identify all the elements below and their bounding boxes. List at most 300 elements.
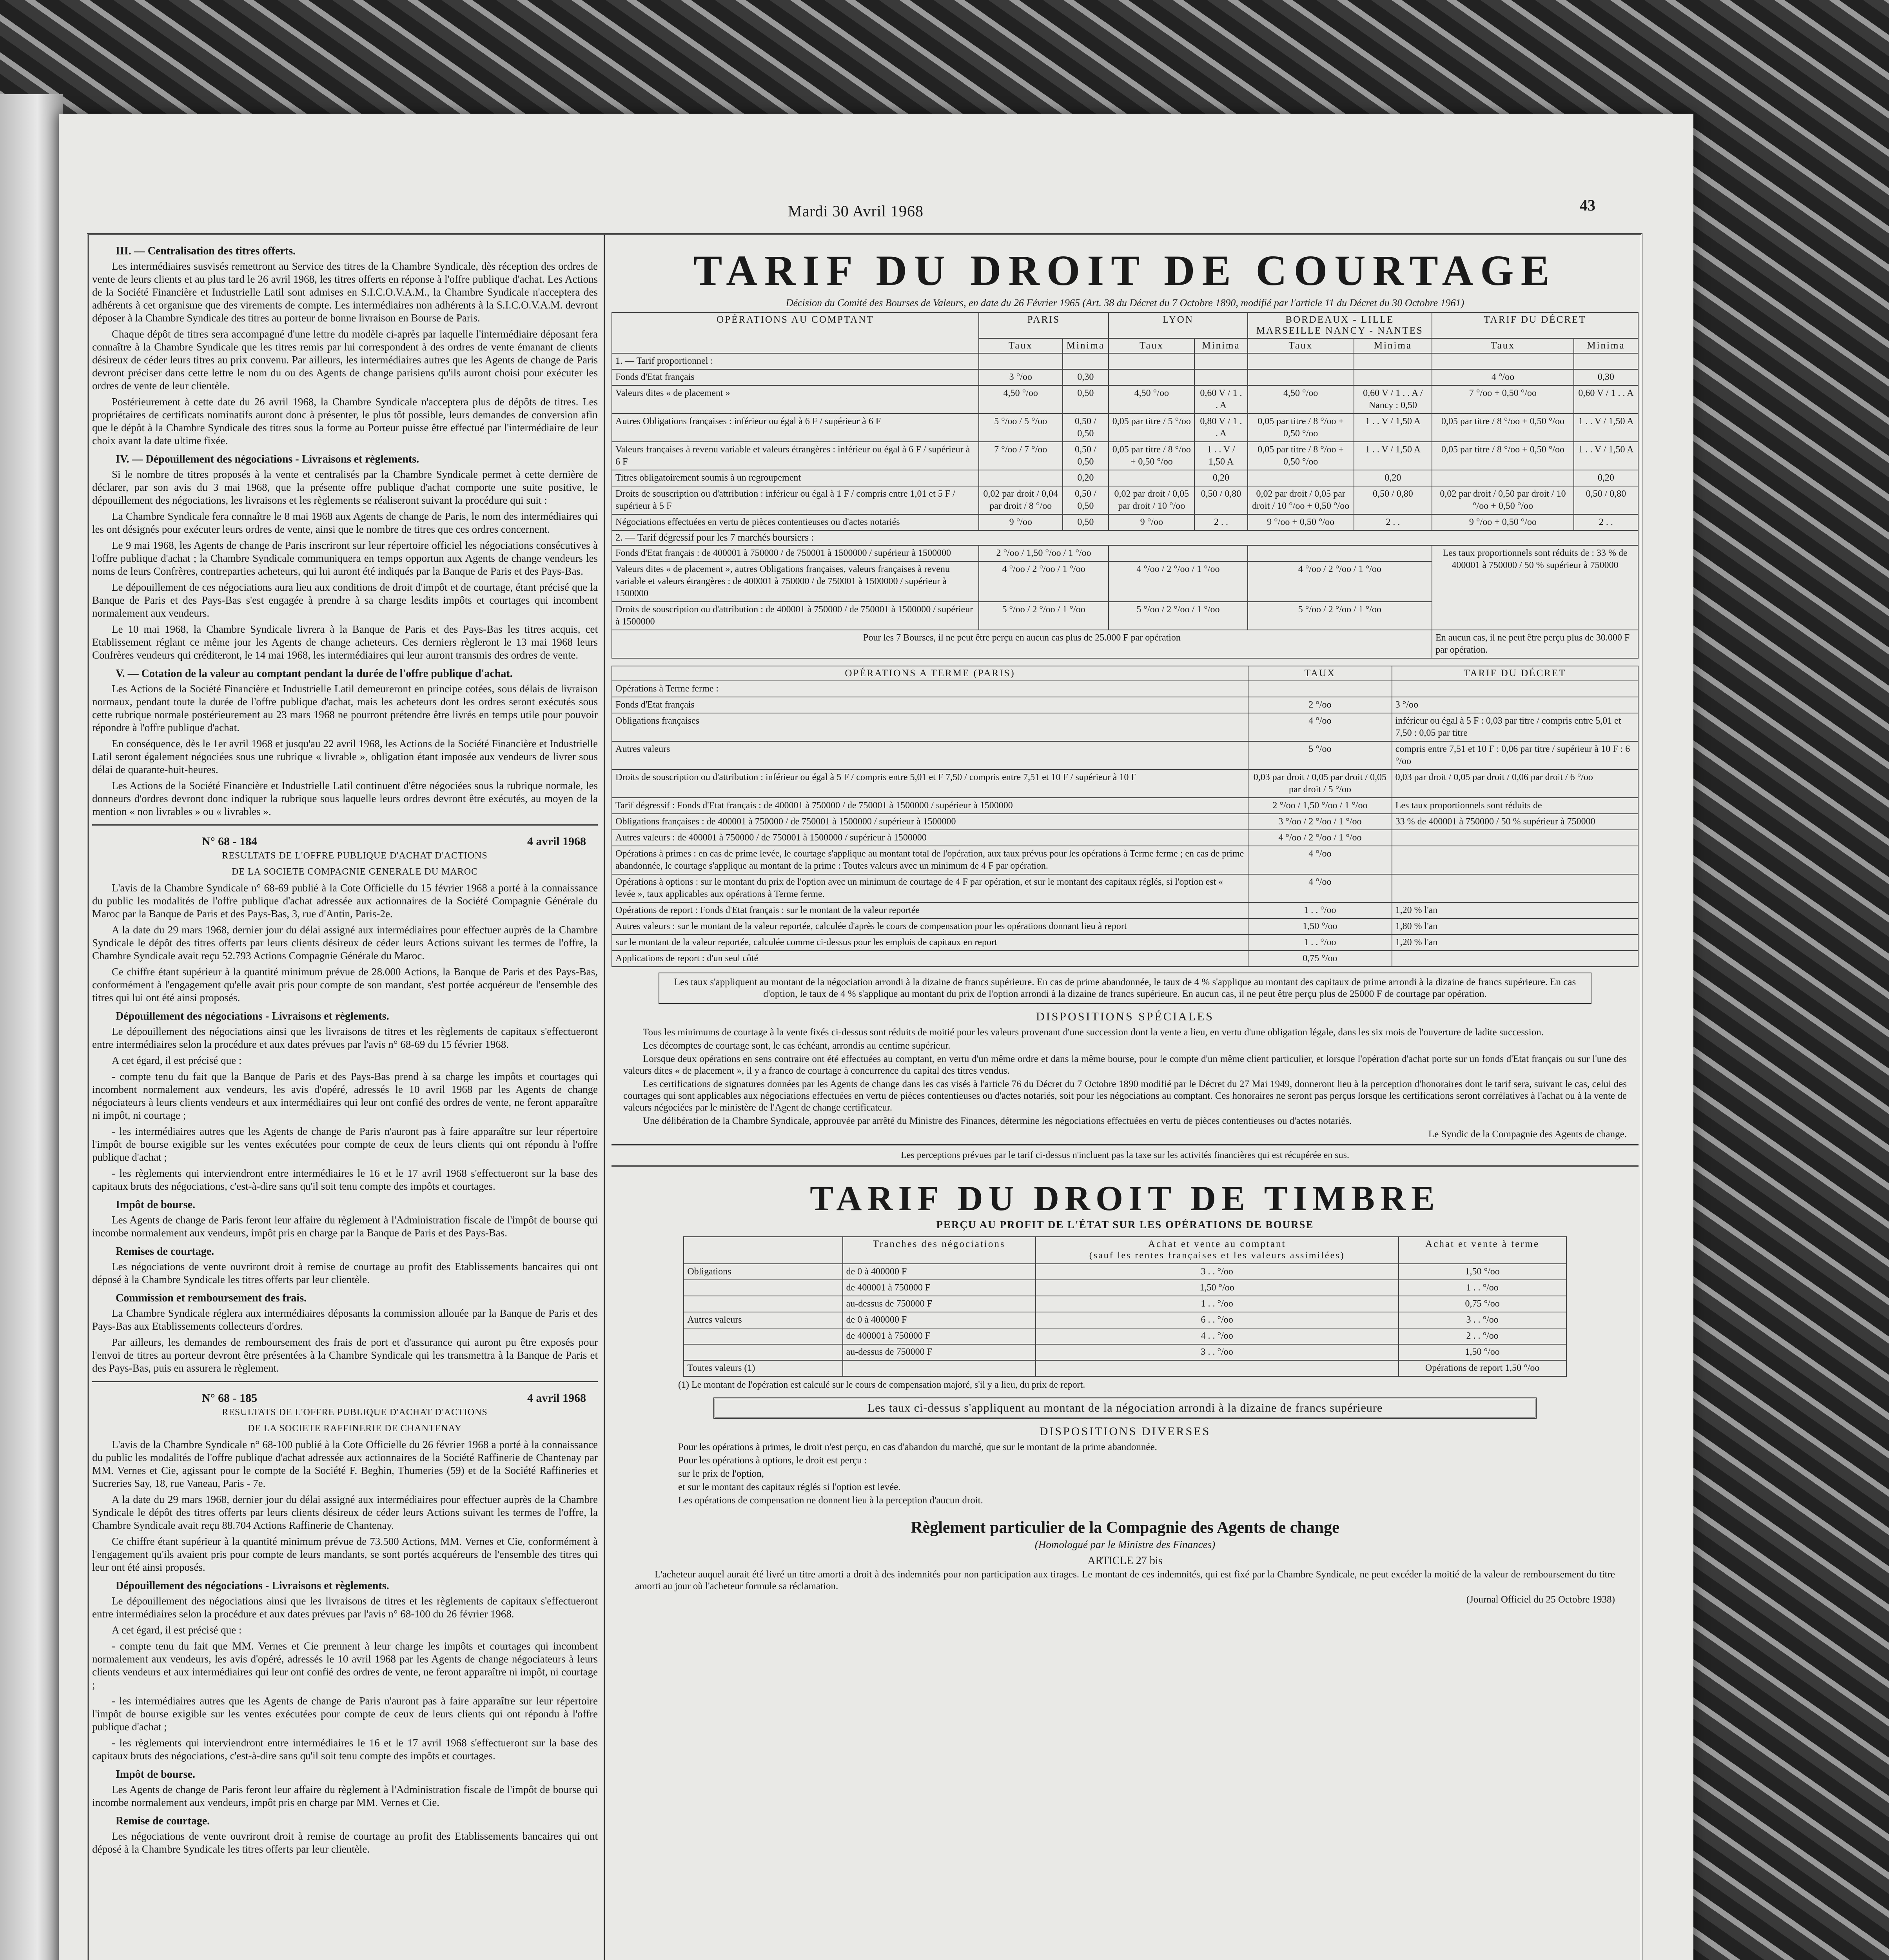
col-bordeaux: BORDEAUX - LILLE MARSEILLE NANCY - NANTES	[1248, 312, 1432, 338]
table-cell: 3 °/oo / 2 °/oo / 1 °/oo	[1248, 814, 1392, 830]
paragraph: En conséquence, dès le 1er avril 1968 et jusqu'au 22 avril 1968, les Actions de la Société Financière et Industrielle Latil seront également négociées sous une rubrique « livrable », obligation étant imposée aux vendeurs de livrer sous délai de quarante-huit-heures.	[92, 738, 598, 775]
subheading: Dépouillement des négociations - Livraisons et règlements.	[116, 1580, 389, 1592]
table-cell: compris entre 7,51 et 10 F : 0,06 par titre / supérieur à 10 F : 6 °/oo	[1392, 741, 1638, 769]
table-cell: Opérations à options : sur le montant du prix de l'option avec un minimum de courtage de 4 F par opération, et sur le montant des capitaux réglés, si l'option est « levée », taux applicables aux opérations à Terme ferme.	[612, 874, 1248, 902]
notice-header	[92, 835, 598, 848]
table-cell: Valeurs dites « de placement », autres Obligations françaises, valeurs françaises à revenu variable et valeurs étrangères : de 400001 à 750000 / de 750001 à 1500000 / supérieur à 1500000	[612, 561, 979, 602]
timbre-boxed-note: Les taux ci-dessus s'appliquent au montant de la négociation arrondi à la dizaine de francs supérieure	[713, 1397, 1537, 1419]
paragraph: - les intermédiaires autres que les Agents de change de Paris n'auront pas à faire apparaître sur leur répertoire l'impôt de bourse exigible sur les ventes exécutées pour compte de ceux de leurs clients qui ont répondu à l'offre publique d'achat ;	[92, 1695, 598, 1733]
table-cell: Opérations de report 1,50 °/oo	[1399, 1360, 1566, 1376]
table-cell: 4 °/oo	[1248, 713, 1392, 741]
dispositions-text	[623, 1027, 1627, 1140]
table-row	[612, 874, 1638, 902]
table-cell: 4 °/oo / 2 °/oo / 1 °/oo	[1248, 830, 1392, 846]
col-terme-operations: OPÉRATIONS A TERME (PARIS)	[612, 666, 1248, 681]
col-comptant-label: Achat et vente au comptant	[1148, 1239, 1286, 1249]
journal-reference: (Journal Officiel du 25 Octobre 1938)	[1466, 1594, 1615, 1605]
col-terme-taux: TAUX	[1248, 666, 1392, 681]
table-cell: 0,02 par droit / 0,50 par droit / 10 °/oo + 0,50 °/oo	[1432, 486, 1574, 514]
table-cell: Tarif dégressif : Fonds d'Etat français : de 400001 à 750000 / de 750001 à 1500000 / supérieur à 1500000	[612, 798, 1248, 814]
right-column	[612, 239, 1639, 1607]
table-row	[612, 697, 1638, 713]
table-row	[684, 1360, 1566, 1376]
table-cell: 0,30	[1574, 369, 1638, 385]
table-cell	[1392, 846, 1638, 874]
table-cell: 0,50	[1063, 385, 1109, 414]
table-row	[612, 630, 1638, 658]
col-paris: PARIS	[979, 312, 1109, 338]
table-cell	[1248, 470, 1354, 486]
table-cell: 0,50 / 0,50	[1063, 486, 1109, 514]
paragraph: et sur le montant des capitaux réglés si l'option est levée.	[678, 1482, 901, 1492]
table-cell: 3 . . °/oo	[1036, 1264, 1399, 1280]
table-cell: 2 °/oo / 1,50 °/oo / 1 °/oo	[1248, 798, 1392, 814]
table-row	[612, 530, 1638, 545]
table-cell: 1 . . V / 1,50 A	[1194, 442, 1247, 470]
table-cell: 0,05 par titre / 8 °/oo + 0,50 °/oo	[1109, 442, 1194, 470]
col-lyon: LYON	[1109, 312, 1247, 338]
subheading: Impôt de bourse.	[116, 1199, 196, 1211]
col-taux: Taux	[1432, 338, 1574, 353]
table-cell	[1248, 369, 1354, 385]
table-cell: Autres valeurs	[684, 1312, 842, 1328]
table-cell: 4 °/oo / 2 °/oo / 1 °/oo	[1109, 561, 1247, 602]
table-cell: 0,75 °/oo	[1248, 951, 1392, 967]
table-cell: 0,20	[1194, 470, 1247, 486]
table-cell	[684, 1328, 842, 1344]
separator	[612, 1165, 1639, 1167]
table-cell: Obligations françaises : de 400001 à 750000 / de 750001 à 1500000 / supérieur à 1500000	[612, 814, 1248, 830]
col-taux: Taux	[1248, 338, 1354, 353]
table-cell: 5 °/oo / 2 °/oo / 1 °/oo	[1109, 602, 1247, 630]
table-cell: au-dessus de 750000 F	[843, 1296, 1036, 1312]
table-cell: 2 . .	[1194, 514, 1247, 530]
degressif-decret-note: En aucun cas, il ne peut être perçu plus de 30.000 F par opération.	[1432, 630, 1638, 658]
notice-header	[92, 1392, 598, 1405]
table-cell	[1574, 353, 1638, 369]
page-date: Mardi 30 Avril 1968	[788, 202, 924, 220]
table-cell: 0,50 / 0,50	[1063, 414, 1109, 442]
table-cell: Applications de report : d'un seul côté	[612, 951, 1248, 967]
paragraph: - compte tenu du fait que la Banque de Paris et des Pays-Bas prend à sa charge les impôts et courtages qui incombent normalement aux vendeurs, les avis d'opéré, adressés le 10 avril 1968 par les Agents de change négociateurs à leurs clients vendeurs et aux intermédiaires qui leur ont confié des ordres de vente, ne feront apparaître ni impôt, ni courtage ;	[92, 1071, 598, 1121]
table-cell: 5 °/oo / 2 °/oo / 1 °/oo	[1248, 602, 1432, 630]
table-cell: 2 °/oo	[1248, 697, 1392, 713]
table-cell	[1248, 545, 1432, 561]
dispositions-title: DISPOSITIONS SPÉCIALES	[1036, 1010, 1214, 1023]
paragraph: Ce chiffre étant supérieur à la quantité minimum prévue de 73.500 Actions, MM. Vernes et Cie, conformément à l'engagement qu'ils avaient pris pour compte de leurs mandants, se sont portés acquéreurs de l'ensemble des titres qui leur ont été ainsi proposés.	[92, 1535, 598, 1573]
table-cell: 0,50 / 0,80	[1354, 486, 1432, 514]
table-cell: 0,60 V / 1 . . A	[1194, 385, 1247, 414]
paragraph: Les négociations de vente ouvriront droit à remise de courtage au profit des Etablissements bancaires qui ont déposé à la Chambre Syndicale les titres offerts par leur clientèle.	[92, 1830, 598, 1855]
table-cell	[1354, 369, 1432, 385]
left-column	[92, 239, 598, 1960]
section-heading: IV. — Dépouillement des négociations - Livraisons et règlements.	[116, 453, 419, 465]
col-category	[684, 1237, 842, 1264]
paragraph: sur le prix de l'option,	[678, 1468, 764, 1479]
taxe-note: Les perceptions prévues par le tarif ci-dessus n'incluent pas la taxe sur les activités financières qui est récupérée en sus.	[901, 1150, 1349, 1160]
page-number: 43	[1580, 196, 1595, 214]
terme-note: Les taux s'appliquent au montant de la négociation arrondi à la dizaine de francs supérieure. En cas de prime abandonnée, le taux de 4 % s'applique au montant des capitaux de prime arrondi à la dizaine de francs supérieure. En cas d'option, le taux de 4 % s'applique au montant du prix de l'option arrondi à la dizaine de francs supérieure. En aucun cas, il ne peut être perçu plus de 25000 F de courtage par opération.	[659, 973, 1591, 1004]
table-row	[612, 814, 1638, 830]
table-cell: Toutes valeurs (1)	[684, 1360, 842, 1376]
col-terme: Achat et vente à terme	[1399, 1237, 1566, 1264]
table-cell: 1,50 °/oo	[1248, 918, 1392, 935]
table-cell: Négociations effectuées en vertu de pièces contentieuses ou d'actes notariés	[612, 514, 979, 530]
table-cell: Autres Obligations françaises : inférieur ou égal à 6 F / supérieur à 6 F	[612, 414, 979, 442]
table-cell: 0,60 V / 1 . . A	[1574, 385, 1638, 414]
notice-subtitle: DE LA SOCIETE RAFFINERIE DE CHANTENAY	[247, 1423, 462, 1434]
table-cell: 5 °/oo / 5 °/oo	[979, 414, 1063, 442]
table-cell: 0,50 / 0,50	[1063, 442, 1109, 470]
paragraph: Le dépouillement des négociations ainsi que les livraisons de titres et les règlements de capitaux s'effectueront entre intermédiaires selon la procédure et aux dates prévues par l'avis n° 68-100 du 26 février 1968.	[92, 1595, 598, 1620]
paragraph: Par ailleurs, les demandes de remboursement des frais de port et d'assurance qui auront pu être exposés pour l'envoi de titres au porteur devront être présentées à la Chambre Syndicale qui les transmettra à la Banque de Paris et des Pays-Bas, puis en assurera le règlement.	[92, 1336, 598, 1374]
col-tranches: Tranches des négociations	[843, 1237, 1036, 1264]
table-row	[612, 385, 1638, 414]
table-cell: 2 . .	[1574, 514, 1638, 530]
signature: Le Syndic de la Compagnie des Agents de change.	[1428, 1129, 1627, 1140]
table-row	[612, 681, 1638, 697]
table-cell: 1 . . °/oo	[1036, 1296, 1399, 1312]
paragraph: - les règlements qui interviendront entre intermédiaires le 16 et le 17 avril 1968 s'effectueront sur la base des capitaux bruts des négociations, c'est-à-dire sans qu'il soit tenu compte des impôts et courtages.	[92, 1167, 598, 1192]
table-cell: 0,50 / 0,80	[1574, 486, 1638, 514]
table-row	[684, 1264, 1566, 1280]
paragraph: La Chambre Syndicale fera connaître le 8 mai 1968 aux Agents de change de Paris, le nom des intermédiaires qui les ont désignés pour exécuter leurs ordres de vente, ainsi que le nombre de titres que ces ordres concernent.	[92, 510, 598, 535]
col-comptant-sub: (sauf les rentes françaises et les valeurs assimilées)	[1089, 1250, 1345, 1261]
table-cell	[1194, 369, 1247, 385]
paragraph: Le 9 mai 1968, les Agents de change de Paris inscriront sur leur répertoire officiel les négociations consécutives à l'offre publique d'achat ; la Chambre Syndicale communiquera en temps opportun aux Agents de change vendeurs les noms de leurs Confrères, contreparties acheteurs, qui lui auront été indiqués par la Banque de Paris et des Pays-Bas.	[92, 539, 598, 577]
table-cell: 7 °/oo + 0,50 °/oo	[1432, 385, 1574, 414]
paragraph: Le dépouillement des négociations ainsi que les livraisons de titres et les règlements de capitaux s'effectueront entre intermédiaires selon la procédure et aux dates prévues par l'avis n° 68-69 du 15 février 1968.	[92, 1025, 598, 1050]
table-cell: 1 . . °/oo	[1399, 1280, 1566, 1296]
diverses-text	[659, 1441, 1591, 1506]
paragraph: Les intermédiaires susvisés remettront au Service des titres de la Chambre Syndicale, dès réception des ordres de vente de leurs clients et au plus tard le 26 avril 1968, les titres offerts en réponse à l'offre publique d'achat. Les Actions de la Société Financière et Industrielle Latil sont admises en S.I.C.O.V.A.M., la Chambre Syndicale n'acceptera des adhérents à cet organisme que des virements de compte. Les intermédiaires non adhérents à la S.I.C.O.V.A.M. devront déposer à la Chambre Syndicale des titres au porteur de bonne livraison en Bourse de Paris.	[92, 260, 598, 324]
table-cell: 0,80 V / 1 . . A	[1194, 414, 1247, 442]
timbre-subtitle: PERÇU AU PROFIT DE L'ÉTAT SUR LES OPÉRATIONS DE BOURSE	[936, 1219, 1314, 1230]
notice-subtitle: DE LA SOCIETE COMPAGNIE GENERALE DU MAROC	[231, 867, 478, 877]
table-cell	[1392, 830, 1638, 846]
paragraph: Les Agents de change de Paris feront leur affaire du règlement à l'Administration fiscale de l'impôt de bourse qui incombe normalement aux vendeurs, impôt pris en charge par MM. Vernes et Cie.	[92, 1784, 598, 1808]
table-row	[612, 935, 1638, 951]
notice-date: 4 avril 1968	[527, 1392, 586, 1405]
col-terme-decret: TARIF DU DÉCRET	[1392, 666, 1638, 681]
section-heading: III. — Centralisation des titres offerts.	[116, 245, 296, 257]
table-cell: 0,05 par titre / 8 °/oo + 0,50 °/oo	[1248, 414, 1354, 442]
col-taux: Taux	[1109, 338, 1194, 353]
table-cell	[1063, 353, 1109, 369]
table-cell: 1,20 % l'an	[1392, 935, 1638, 951]
table-row	[684, 1344, 1566, 1360]
table-cell	[1248, 681, 1392, 697]
reglement-title: Règlement particulier de la Compagnie des Agents de change	[911, 1519, 1339, 1537]
degressif-decret: Les taux proportionnels sont réduits de : 33 % de 400001 à 750000 / 50 % supérieur à 750000	[1432, 545, 1638, 630]
paragraph: Pour les opérations à primes, le droit n'est perçu, en cas d'abandon du marché, que sur le montant de la prime abandonnée.	[678, 1442, 1157, 1452]
table-cell	[684, 1280, 842, 1296]
table-cell: 5 °/oo	[1248, 741, 1392, 769]
table-cell: 9 °/oo + 0,50 °/oo	[1432, 514, 1574, 530]
paragraph: Les Actions de la Société Financière et Industrielle Latil continuent d'être négociées sous la rubrique normale, les donneurs d'ordres devront donc indiquer la rubrique sous laquelle leurs ordres devront être exécutés, au moyen de la mention « non livrables » ou « livrables ».	[92, 780, 598, 817]
table-cell: 1. — Tarif proportionnel :	[612, 353, 979, 369]
previous-page-edge	[0, 94, 63, 1960]
table-row	[684, 1296, 1566, 1312]
table-row	[612, 545, 1638, 561]
table-cell	[1432, 353, 1574, 369]
subheading: Impôt de bourse.	[116, 1768, 196, 1780]
table-cell: 33 % de 400001 à 750000 / 50 % supérieur à 750000	[1392, 814, 1638, 830]
paragraph: Les Agents de change de Paris feront leur affaire du règlement à l'Administration fiscale de l'impôt de bourse qui incombe normalement aux vendeurs, impôt pris en charge par la Banque de Paris et des Pays-Bas.	[92, 1214, 598, 1239]
table-row	[612, 414, 1638, 442]
paragraph: Le dépouillement de ces négociations aura lieu aux conditions de droit d'impôt et de courtage, étant précisé que la Banque de Paris et des Pays-Bas s'est engagée à prendre à sa charge lesdits impôts et courtages qui incombent normalement aux vendeurs.	[92, 581, 598, 619]
table-cell: 6 . . °/oo	[1036, 1312, 1399, 1328]
subheading: Dépouillement des négociations - Livraisons et règlements.	[116, 1010, 389, 1022]
table-cell	[684, 1296, 842, 1312]
table-cell: 1 . . V / 1,50 A	[1354, 414, 1432, 442]
col-taux: Taux	[979, 338, 1063, 353]
table-cell	[1392, 681, 1638, 697]
table-cell: Opérations à primes : en cas de prime levée, le courtage s'applique au montant total de l'opération, aux taux prévus pour les opérations à Terme ferme ; en cas de prime abandonnée, le courtage s'applique au montant de la prime : Toutes valeurs avec un minimum de 4 F par opération.	[612, 846, 1248, 874]
table-cell: 1,50 °/oo	[1399, 1264, 1566, 1280]
reglement-text	[635, 1569, 1615, 1606]
courtage-title: TARIF DU DROIT DE COURTAGE	[693, 247, 1557, 294]
col-minima: Minima	[1574, 338, 1638, 353]
table-cell	[979, 353, 1063, 369]
table-cell: Obligations	[684, 1264, 842, 1280]
table-cell: 3 . . °/oo	[1036, 1344, 1399, 1360]
table-cell: 0,02 par droit / 0,04 par droit / 8 °/oo	[979, 486, 1063, 514]
paragraph: A cet égard, il est précisé que :	[112, 1624, 242, 1636]
table-cell: 2 °/oo / 1,50 °/oo / 1 °/oo	[979, 545, 1109, 561]
table-cell: 2 . .	[1354, 514, 1432, 530]
paragraph: A cet égard, il est précisé que :	[112, 1054, 242, 1066]
table-cell: de 400001 à 750000 F	[843, 1280, 1036, 1296]
table-cell: 0,50	[1063, 514, 1109, 530]
notice-number: N° 68 - 184	[202, 835, 258, 848]
table-cell: 1,50 °/oo	[1036, 1280, 1399, 1296]
col-minima: Minima	[1194, 338, 1247, 353]
table-cell: 4,50 °/oo	[979, 385, 1063, 414]
table-cell: 1 . . V / 1,50 A	[1354, 442, 1432, 470]
table-cell: Opérations de report : Fonds d'Etat français : sur le montant de la valeur reportée	[612, 902, 1248, 918]
table-cell: 9 °/oo	[1109, 514, 1194, 530]
table-cell: 4 °/oo	[1432, 369, 1574, 385]
timbre-title: TARIF DU DROIT DE TIMBRE	[810, 1179, 1440, 1218]
table-cell: 1 . . V / 1,50 A	[1574, 442, 1638, 470]
table-cell: 1 . . °/oo	[1248, 902, 1392, 918]
courtage-terme-table	[612, 666, 1639, 967]
table-cell: 4 °/oo	[1248, 874, 1392, 902]
reglement-subtitle: (Homologué par le Ministre des Finances)	[1034, 1539, 1216, 1550]
table-cell	[1392, 874, 1638, 902]
table-cell: 0,20	[1354, 470, 1432, 486]
paragraph: La Chambre Syndicale réglera aux intermédiaires déposants la commission allouée par la Banque de Paris et des Pays-Bas aux Etablissements collecteurs d'ordres.	[92, 1307, 598, 1332]
paragraph: - compte tenu du fait que MM. Vernes et Cie prennent à leur charge les impôts et courtages qui incombent normalement aux vendeurs, les avis d'opéré, adressés le 10 avril 1968 par les Agents de change négociateurs à leurs clients vendeurs et aux intermédiaires qui leur ont confié des ordres de vente, ne feront apparaître ni impôt, ni courtage ;	[92, 1640, 598, 1691]
table-cell: Fonds d'Etat français : de 400001 à 750000 / de 750001 à 1500000 / supérieur à 1500000	[612, 545, 979, 561]
table-cell: 2 . . °/oo	[1399, 1328, 1566, 1344]
col-decret: TARIF DU DÉCRET	[1432, 312, 1638, 338]
subheading: Commission et remboursement des frais.	[116, 1292, 307, 1304]
table-cell: Les taux proportionnels sont réduits de	[1392, 798, 1638, 814]
table-cell: de 0 à 400000 F	[843, 1312, 1036, 1328]
table-cell: 1 . . °/oo	[1248, 935, 1392, 951]
col-operations: OPÉRATIONS AU COMPTANT	[612, 312, 979, 353]
paragraph: Pour les opérations à options, le droit est perçu :	[678, 1455, 867, 1466]
table-cell: Titres obligatoirement soumis à un regroupement	[612, 470, 979, 486]
col-comptant	[1036, 1237, 1399, 1264]
paragraph: Ce chiffre étant supérieur à la quantité minimum prévue de 28.000 Actions, la Banque de Paris et des Pays-Bas, conformément à l'engagement qu'elle avait pris pour compte de son mandant, s'est portée acquéreur de l'ensemble des titres qui lui ont été ainsi proposés.	[92, 966, 598, 1004]
table-row	[612, 846, 1638, 874]
table-row	[612, 741, 1638, 769]
table-cell: au-dessus de 750000 F	[843, 1344, 1036, 1360]
paragraph: Les décomptes de courtage sont, le cas échéant, arrondis au centime supérieur.	[643, 1040, 951, 1051]
table-cell	[1036, 1360, 1399, 1376]
col-minima: Minima	[1354, 338, 1432, 353]
notice-subtitle: RESULTATS DE L'OFFRE PUBLIQUE D'ACHAT D'ACTIONS	[222, 1407, 488, 1417]
table-cell: Autres valeurs : sur le montant de la valeur reportée, calculée d'après le cours de compensation pour les opérations donnant lieu à report	[612, 918, 1248, 935]
table-cell: 0,05 par titre / 8 °/oo + 0,50 °/oo	[1432, 414, 1574, 442]
table-cell: 1,20 % l'an	[1392, 902, 1638, 918]
paragraph: Les opérations de compensation ne donnent lieu à la perception d'aucun droit.	[678, 1495, 983, 1506]
paragraph: Une délibération de la Chambre Syndicale, approuvée par arrêté du Ministre des Finances, détermine les négociations effectuées en vertu de pièces contentieuses ou d'actes notariés.	[643, 1116, 1352, 1126]
notice-subtitle: RESULTATS DE L'OFFRE PUBLIQUE D'ACHAT D'ACTIONS	[222, 851, 488, 861]
table-cell: Droits de souscription ou d'attribution : inférieur ou égal à 1 F / compris entre 1,01 et 5 F / supérieur à 5 F	[612, 486, 979, 514]
table-row	[684, 1312, 1566, 1328]
table-cell: 0,05 par titre / 5 °/oo	[1109, 414, 1194, 442]
table-cell	[1354, 353, 1432, 369]
table-cell	[1109, 369, 1194, 385]
table-cell: 2. — Tarif dégressif pour les 7 marchés boursiers :	[612, 530, 1638, 545]
courtage-comptant-table	[612, 312, 1639, 659]
table-cell: 0,05 par titre / 8 °/oo + 0,50 °/oo	[1248, 442, 1354, 470]
table-cell: 3 . . °/oo	[1399, 1312, 1566, 1328]
paragraph: - les intermédiaires autres que les Agents de change de Paris n'auront pas à faire apparaître sur leur répertoire l'impôt de bourse exigible sur les ventes exécutées pour compte de ceux de leurs clients qui ont répondu à l'offre publique d'achat ;	[92, 1125, 598, 1163]
table-cell: 1 . . V / 1,50 A	[1574, 414, 1638, 442]
separator	[92, 824, 598, 826]
paragraph: Les négociations de vente ouvriront droit à remise de courtage au profit des Etablissements bancaires qui ont déposé à la Chambre Syndicale les titres offerts par leur clientèle.	[92, 1261, 598, 1285]
paragraph: A la date du 29 mars 1968, dernier jour du délai assigné aux intermédiaires pour effectuer auprès de la Chambre Syndicale le dépôt des titres offerts par leurs clients désireux de céder leurs Actions suivant les termes de l'offre, la Chambre Syndicale avait reçu 88.704 Actions Raffinerie de Chantenay.	[92, 1494, 598, 1531]
table-cell	[1194, 353, 1247, 369]
paragraph: Le 10 mai 1968, la Chambre Syndicale livrera à la Banque de Paris et des Pays-Bas les titres acquis, cet Etablissement réglant ce même jour les Agents de change acheteurs. Ces derniers règleront le 13 mai 1968 leurs Confrères vendeurs qui créditeront, le 14 mai 1968, les intermédiaires qui leur auront transmis des ordres de vente.	[92, 623, 598, 661]
table-row	[612, 902, 1638, 918]
paragraph: Lorsque deux opérations en sens contraire ont été effectuées au comptant, en vertu d'un même ordre et dans la même bourse, pour le compte d'un même client particulier, et lorsque l'opération d'achat porte sur un fonds d'Etat français ou sur l'une des valeurs dites « de placement », il y a franco de courtage à concurrence du capital des titres vendus.	[623, 1054, 1627, 1076]
degressif-note: Pour les 7 Bourses, il ne peut être perçu en aucun cas plus de 25.000 F par opération	[612, 630, 1432, 658]
table-cell: Valeurs dites « de placement »	[612, 385, 979, 414]
paragraph: A la date du 29 mars 1968, dernier jour du délai assigné aux intermédiaires pour effectuer auprès de la Chambre Syndicale le dépôt des titres offerts par leurs clients désireux de céder leurs Actions suivant les termes de l'offre, la Chambre Syndicale avait reçu 52.793 Actions Compagnie Générale du Maroc.	[92, 924, 598, 962]
paragraph: Si le nombre de titres proposés à la vente et centralisés par la Chambre Syndicale permet à cette dernière de déclarer, par son avis du 3 mai 1968, que la présente offre publique d'achat comporte une suite positive, le dépouillement des négociations, les livraisons et les règlements se réaliseront suivant la procédure qui suit :	[92, 468, 598, 506]
table-cell: Obligations françaises	[612, 713, 1248, 741]
section-heading: V. — Cotation de la valeur au comptant pendant la durée de l'offre publique d'achat.	[116, 668, 513, 680]
table-cell: 0,02 par droit / 0,05 par droit / 10 °/oo	[1109, 486, 1194, 514]
table-cell: 4 °/oo	[1248, 846, 1392, 874]
paragraph: Tous les minimums de courtage à la vente fixés ci-dessus sont réduits de moitié pour les valeurs provenant d'une succession dont la vente a lieu, en vertu d'une obligation légale, dans les six mois de l'ouverture de ladite succession.	[643, 1027, 1544, 1038]
table-cell: 0,60 V / 1 . . A / Nancy : 0,50	[1354, 385, 1432, 414]
timbre-table	[683, 1236, 1566, 1377]
diverses-title: DISPOSITIONS DIVERSES	[1039, 1425, 1211, 1438]
table-cell: 4 °/oo / 2 °/oo / 1 °/oo	[1248, 561, 1432, 602]
table-cell: 4 °/oo / 2 °/oo / 1 °/oo	[979, 561, 1109, 602]
table-cell: Fonds d'Etat français	[612, 697, 1248, 713]
table-cell: 0,03 par droit / 0,05 par droit / 0,06 par droit / 6 °/oo	[1392, 769, 1638, 798]
timbre-footnote: (1) Le montant de l'opération est calculé sur le cours de compensation majoré, s'il y a lieu, du prix de report.	[678, 1380, 1085, 1390]
table-row	[612, 470, 1638, 486]
separator	[92, 1381, 598, 1382]
table-cell	[1432, 470, 1574, 486]
table-row	[684, 1280, 1566, 1296]
table-cell: Autres valeurs	[612, 741, 1248, 769]
table-row	[612, 951, 1638, 967]
table-row	[612, 918, 1638, 935]
table-cell: 9 °/oo + 0,50 °/oo	[1248, 514, 1354, 530]
table-cell: Fonds d'Etat français	[612, 369, 979, 385]
table-cell	[1109, 545, 1247, 561]
table-cell: Autres valeurs : de 400001 à 750000 / de 750001 à 1500000 / supérieur à 1500000	[612, 830, 1248, 846]
separator	[612, 1144, 1639, 1145]
table-cell: de 0 à 400000 F	[843, 1264, 1036, 1280]
table-cell: 0,03 par droit / 0,05 par droit / 0,05 par droit / 5 °/oo	[1248, 769, 1392, 798]
table-cell: 1,50 °/oo	[1399, 1344, 1566, 1360]
table-cell: Droits de souscription ou d'attribution : inférieur ou égal à 5 F / compris entre 5,01 et F 7,50 / compris entre 7,51 et 10 F / supérieur à 10 F	[612, 769, 1248, 798]
subheading: Remises de courtage.	[116, 1245, 214, 1258]
table-cell: 0,30	[1063, 369, 1109, 385]
notice-number: N° 68 - 185	[202, 1392, 258, 1405]
paragraph: - les règlements qui interviendront entre intermédiaires le 16 et le 17 avril 1968 s'effectueront sur la base des capitaux bruts des négociations, c'est-à-dire sans qu'il soit tenu compte des impôts et courtages.	[92, 1737, 598, 1762]
table-cell: 0,05 par titre / 8 °/oo + 0,50 °/oo	[1432, 442, 1574, 470]
table-row	[612, 442, 1638, 470]
table-row	[612, 769, 1638, 798]
table-cell: Opérations à Terme ferme :	[612, 681, 1248, 697]
col-minima: Minima	[1063, 338, 1109, 353]
table-cell	[684, 1344, 842, 1360]
table-row	[612, 798, 1638, 814]
courtage-decision: Décision du Comité des Bourses de Valeurs, en date du 26 Février 1965 (Art. 38 du Décret du 7 Octobre 1890, modifié par l'article 11 du Décret du 30 Octobre 1961)	[786, 297, 1464, 309]
column-divider	[604, 235, 605, 1960]
table-cell: 3 °/oo	[979, 369, 1063, 385]
table-cell: 4,50 °/oo	[1248, 385, 1354, 414]
table-cell: 4,50 °/oo	[1109, 385, 1194, 414]
table-cell	[843, 1360, 1036, 1376]
paragraph: L'acheteur auquel aurait été livré un titre amorti a droit à des indemnités pour non participation aux tirages. Le montant de ces indemnités, qui est fixé par la Chambre Syndicale, ne peut excéder la moitié de la valeur de remboursement du titre amorti au jour où l'acheteur formule sa réclamation.	[635, 1569, 1615, 1592]
table-cell: inférieur ou égal à 5 F : 0,03 par titre / compris entre 5,01 et 7,50 : 0,05 par titre	[1392, 713, 1638, 741]
paragraph: Chaque dépôt de titres sera accompagné d'une lettre du modèle ci-après par laquelle l'intermédiaire déposant fera connaître à la Chambre Syndicale que les titres remis par lui correspondent à des ordres de vente émanant de clients désireux de céder leurs titres au prix convenu. Par ailleurs, les intermédiaires autres que les Agents de change de Paris devront préciser dans cette lettre le nom du ou des Agents de change parisiens qu'ils auront choisi pour exécuter les ordres de vente de leur clientèle.	[92, 328, 598, 392]
paragraph: Postérieurement à cette date du 26 avril 1968, la Chambre Syndicale n'acceptera plus de dépôts de titres. Les propriétaires de certificats nominatifs auront donc à présenter, le plus tôt possible, leurs demandes de conversion afin que le dépôt à la Chambre Syndicale des titres sous la forme au Porteur puisse être effectué par l'intermédiaire de leur choix avant la date ultime fixée.	[92, 396, 598, 446]
table-row	[612, 353, 1638, 369]
table-cell: 1,80 % l'an	[1392, 918, 1638, 935]
subheading: Remise de courtage.	[116, 1815, 210, 1827]
table-row	[612, 486, 1638, 514]
table-row	[612, 369, 1638, 385]
table-cell: de 400001 à 750000 F	[843, 1328, 1036, 1344]
paragraph: L'avis de la Chambre Syndicale n° 68-100 publié à la Cote Officielle du 26 février 1968 a porté à la connaissance du public les modalités de l'offre publique d'achat adressée aux actionnaires de la Société Raffinerie de Chantenay par MM. Vernes et Cie, agissant pour le compte de la Société F. Beghin, Thumeries (59) et de la Société Raffineries et Sucreries Say, 18, rue Vaneau, Paris - 7e.	[92, 1439, 598, 1489]
table-row	[612, 514, 1638, 530]
table-cell: Droits de souscription ou d'attribution : de 400001 à 750000 / de 750001 à 1500000 / supérieur à 1500000	[612, 602, 979, 630]
table-cell	[1109, 353, 1194, 369]
table-cell: 0,20	[1063, 470, 1109, 486]
table-cell: 0,75 °/oo	[1399, 1296, 1566, 1312]
table-cell: 5 °/oo / 2 °/oo / 1 °/oo	[979, 602, 1109, 630]
table-cell: 0,02 par droit / 0,05 par droit / 10 °/oo + 0,50 °/oo	[1248, 486, 1354, 514]
paragraph: Les Actions de la Société Financière et Industrielle Latil demeureront en principe cotées, sous délais de livraison normaux, pendant toute la durée de l'offre publique d'achat, mais les acheteurs dont les ordres seront exécutés sous cette rubrique normale postérieurement au 23 mars 1968 ne pourront prétendre être livrés en temps utile pour pouvoir répondre à l'offre publique d'achat.	[92, 683, 598, 733]
table-row	[612, 713, 1638, 741]
table-cell: Valeurs françaises à revenu variable et valeurs étrangères : inférieur ou égal à 6 F / supérieur à 6 F	[612, 442, 979, 470]
table-cell	[1392, 951, 1638, 967]
table-cell: 9 °/oo	[979, 514, 1063, 530]
table-cell: 0,50 / 0,80	[1194, 486, 1247, 514]
notice-date: 4 avril 1968	[527, 835, 586, 848]
table-cell: 7 °/oo / 7 °/oo	[979, 442, 1063, 470]
table-cell: 4 . . °/oo	[1036, 1328, 1399, 1344]
table-cell	[979, 470, 1063, 486]
table-cell	[1248, 353, 1354, 369]
table-cell: 3 °/oo	[1392, 697, 1638, 713]
paragraph: L'avis de la Chambre Syndicale n° 68-69 publié à la Cote Officielle du 15 février 1968 a porté à la connaissance du public les modalités de l'offre publique d'achat adressée aux actionnaires de la Société Compagnie Générale du Maroc par la Banque de Paris et des Pays-Bas, 3, rue d'Antin, Paris-2e.	[92, 882, 598, 920]
